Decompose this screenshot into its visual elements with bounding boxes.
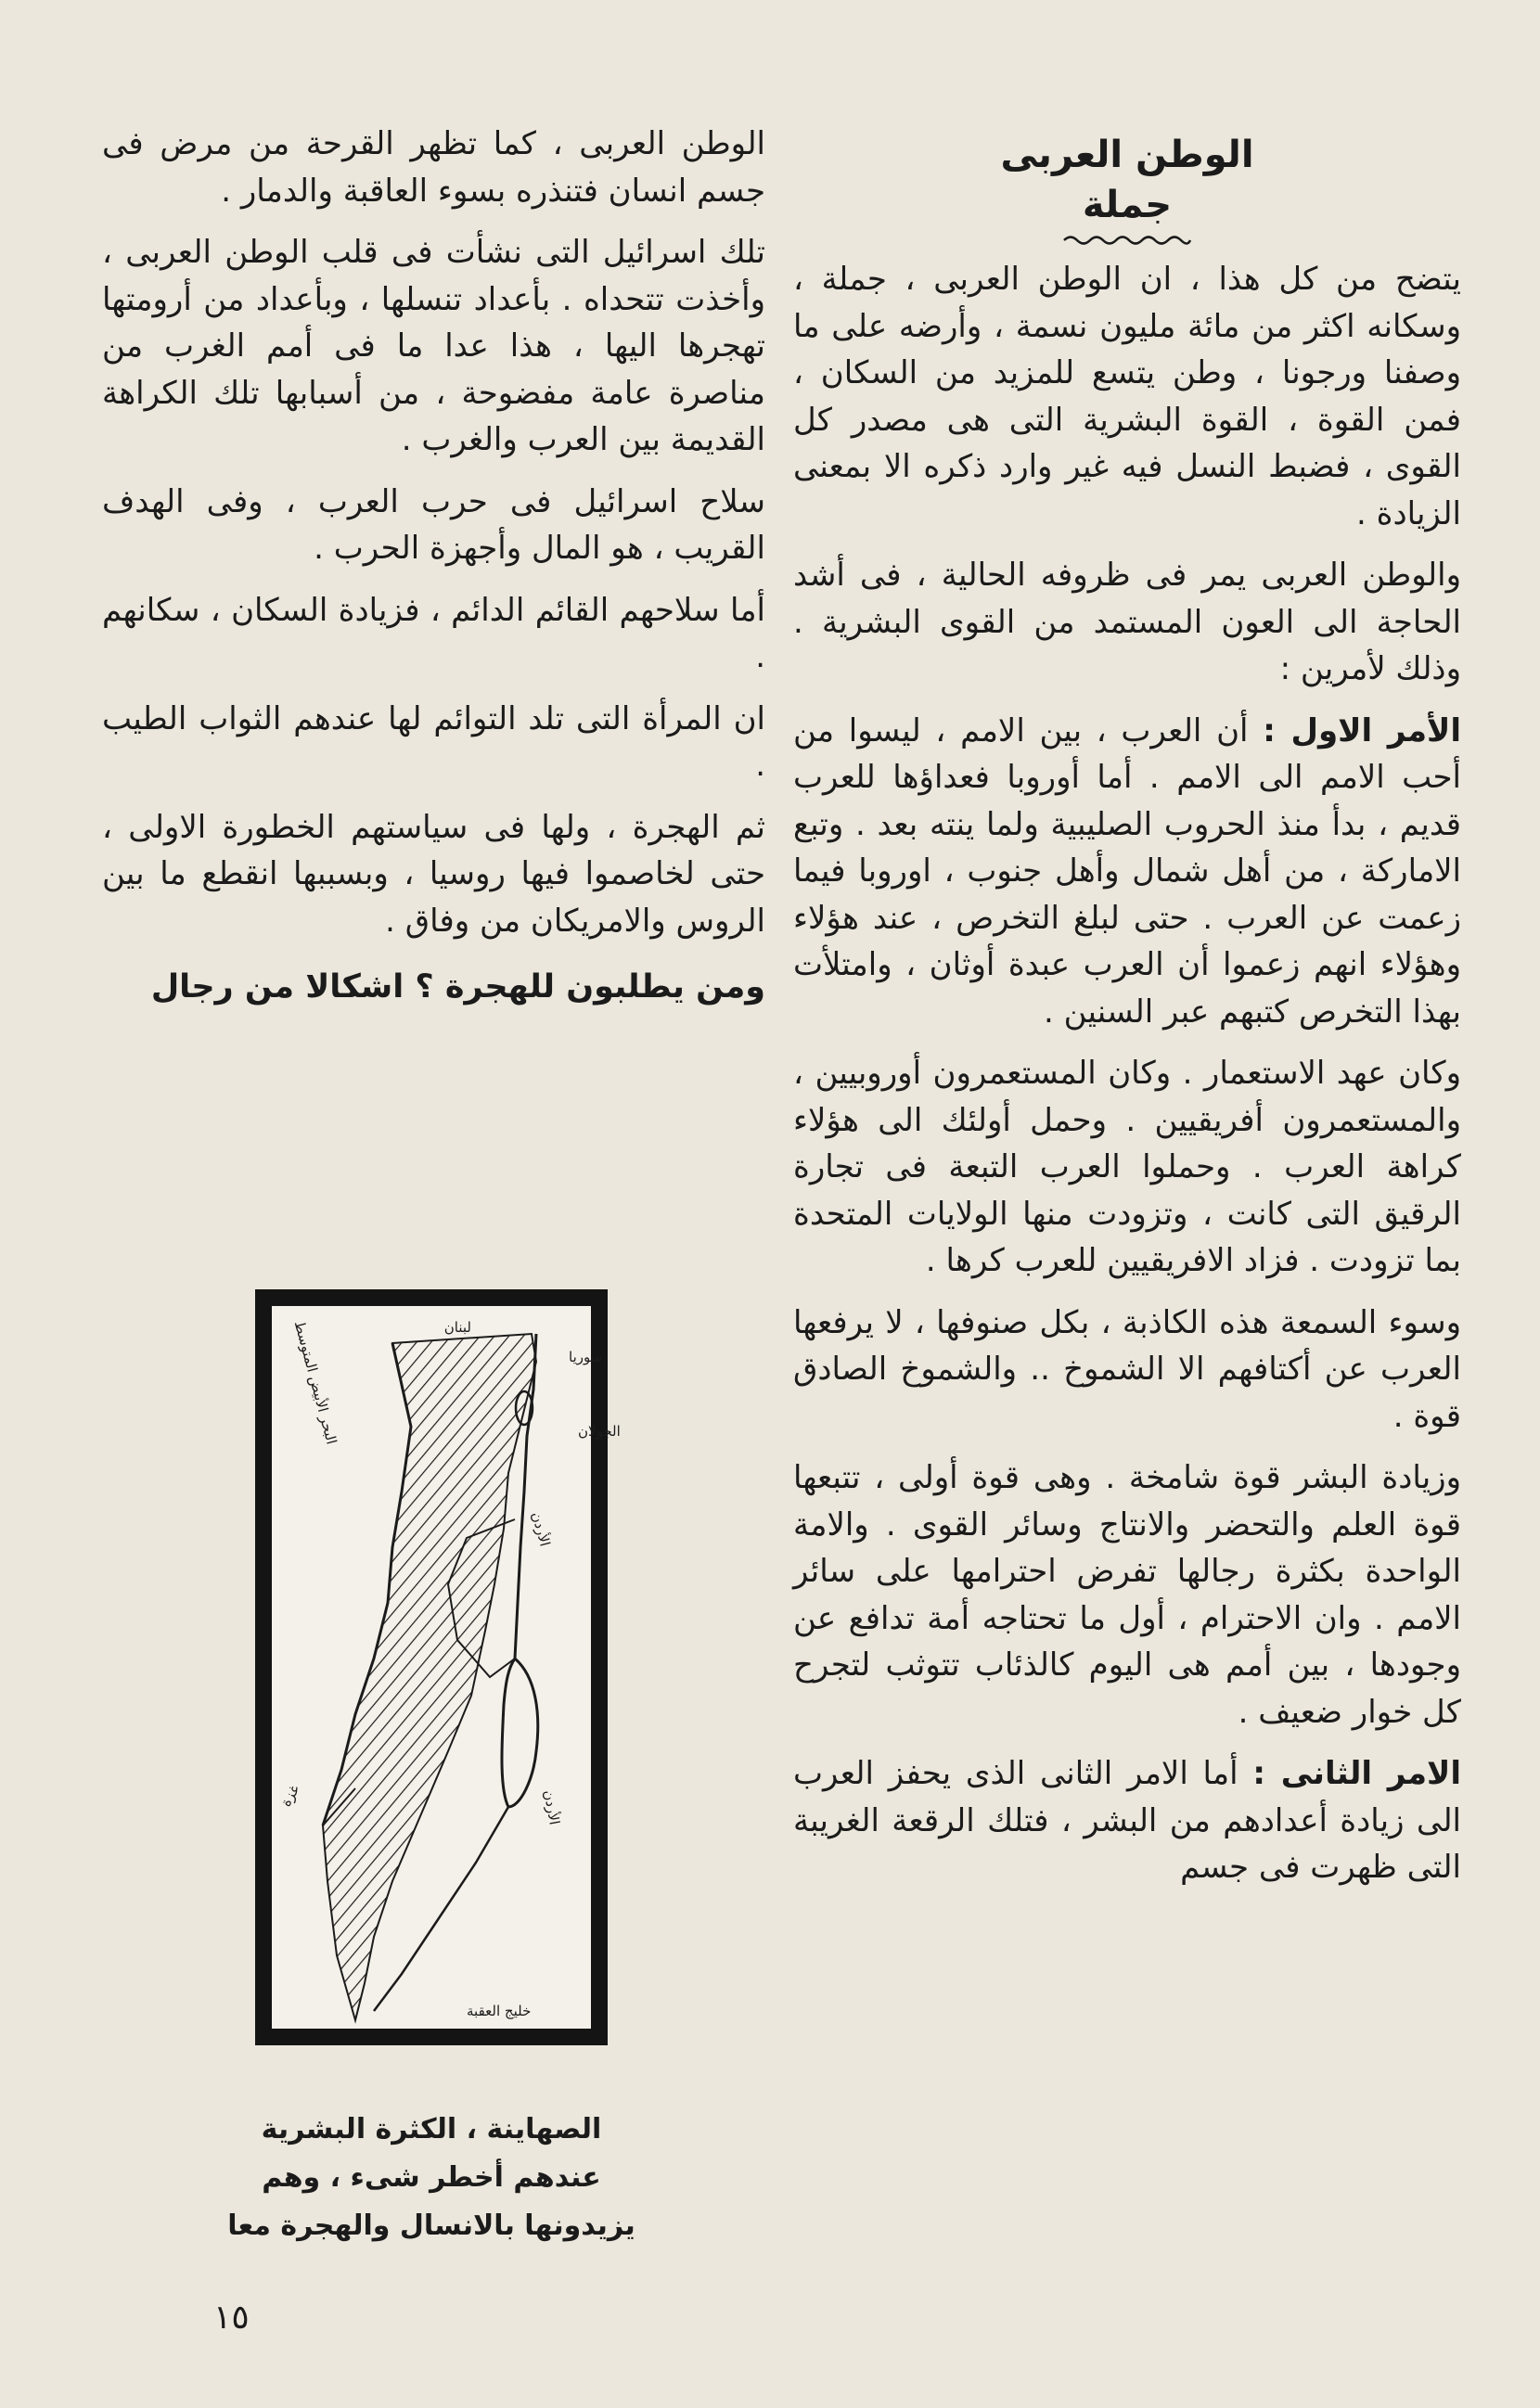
label-lebanon: لبنان [443, 1319, 471, 1336]
label-syria: سوريا [569, 1349, 603, 1365]
paragraph-first-reason [793, 708, 1461, 1036]
label-jordan-east: الأردن [540, 1788, 563, 1826]
map-caption [213, 2106, 649, 2250]
label-gaza: غزة [276, 1782, 303, 1810]
section-heading-line1: الوطن العربى [1000, 134, 1254, 176]
paragraph: وكان عهد الاستعمار . وكان المستعمرون أوروبيين ، والمستعمرون أفريقيين . وحمل أولئك الى هؤلاء كراهة العرب . وحملوا العرب التبعة فى تجارة الرقيق التى كانت ، وتزودت منها الولايات المتحدة بما تزودت . فزاد الافريقيين للعرب كرها . [793, 1055, 1461, 1279]
paragraph: تلك اسرائيل التى نشأت فى قلب الوطن العربى ، وأخذت تتحداه . بأعداد تنسلها ، وبأعداد من أرومتها تهجرها اليها ، هذا عدا ما فى أمم الغرب من مناصرة عامة مفضوحة ، من أسبابها تلك الكراهة القديمة بين العرب والغرب . [102, 234, 765, 458]
caption-line: الصهاينة ، الكثرة البشرية [261, 2113, 602, 2145]
hatched-territory [323, 1334, 536, 2020]
dead-sea [502, 1659, 538, 1807]
paragraph: سلاح اسرائيل فى حرب العرب ، وفى الهدف القريب ، هو المال وأجهزة الحرب . [102, 482, 765, 567]
caption-line: يزيدونها بالانسال والهجرة معا [227, 2209, 635, 2242]
paragraph: الوطن العربى ، كما تظهر القرحة من مرض فى جسم انسان فتنذره بسوء العاقبة والدمار . [102, 125, 765, 210]
heading-underline-ornament [1062, 234, 1192, 247]
paragraph: ثم الهجرة ، ولها فى سياستهم الخطورة الاولى ، حتى لخاصموا فيها روسيا ، وبسببها انقطع ما بين الروس والامريكان من وفاق . [102, 808, 765, 940]
first-reason-text: أن العرب ، بين الامم ، ليسوا من أحب الامم الى الامم . أما أوروبا فعداؤها للعرب قديم ، بدأ منذ الحروب الصليبية ولما ينته بعد . وتبع الاماركة ، من أهل شمال وأهل جنوب ، اوروبا فيما زعمت عن العرب . حتى لبلغ التخرص ، عند هؤلاء وهؤلاء انهم زعموا أن العرب عبدة أوثان ، وامتلأت بهذا التخرص كتبهم عبر السنين . [793, 711, 1461, 1031]
map-figure [255, 1289, 621, 2045]
label-mediterranean: البحر الأبيض المتوسط [290, 1318, 340, 1447]
paragraph: وسوء السمعة هذه الكاذبة ، بكل صنوفها ، لا يرفعها العرب عن أكتافهم الا الشموخ .. والشموخ الصادق قوة . [793, 1303, 1461, 1435]
section-heading-line2: جملة [1082, 184, 1173, 226]
paragraph: وزيادة البشر قوة شامخة . وهى قوة أولى ، تتبعها قوة العلم والتحضر والانتاج وسائر القوى . والامة الواحدة بكثرة رجالها تفرض احترامها على سائر الامم . وان الاحترام ، أول ما تحتاجه أمة تدافع عن وجودها ، بين أمم هى اليوم كالذئاب تتوثب لتجرح كل خوار ضعيف . [793, 1459, 1461, 1731]
paragraph: ان المرأة التى تلد التوائم لها عندهم الثواب الطيب . [102, 699, 765, 784]
palestine-map [272, 1306, 621, 2029]
second-reason-text: أما الامر الثانى الذى يحفز العرب الى زيادة أعدادهم من البشر ، فتلك الرقعة الغريبة التى ظهرت فى جسم [793, 1755, 1461, 1886]
paragraph: أما سلاحهم القائم الدائم ، فزيادة السكان ، سكانهم . [102, 591, 765, 675]
first-reason-lead: الأمر الاول : [1263, 711, 1461, 749]
label-aqaba: خليج العقبة [467, 2003, 532, 2019]
paragraph: يتضح من كل هذا ، ان الوطن العربى ، جملة ، وسكانه اكثر من مائة مليون نسمة ، وأرضه على ما وصفنا ورجونا ، وطن يتسع للمزيد من السكان ، فمن القوة ، القوة البشرية التى هى مصدر كل القوى ، فضبط النسل فيه غير وارد ذكره الا بمعنى الزيادة . [793, 261, 1461, 532]
second-reason-lead: الامر الثانى : [1252, 1755, 1461, 1792]
left-column [102, 121, 765, 1011]
label-golan: الجولان [578, 1423, 621, 1440]
paragraph-second-reason [793, 1750, 1461, 1891]
paragraph: والوطن العربى يمر فى ظروفه الحالية ، فى أشد الحاجة الى العون المستمد من القوى البشرية . وذلك لأمرين : [793, 557, 1461, 687]
label-jordan: الأردن [528, 1509, 554, 1549]
left-subheading: ومن يطلبون للهجرة ؟ اشكالا من رجال [150, 968, 765, 1005]
right-column [793, 121, 1461, 1906]
caption-line: عندهم أخطر شىء ، وهم [262, 2161, 601, 2194]
page-number: ١٥ [213, 2299, 250, 2337]
section-heading [793, 130, 1461, 230]
